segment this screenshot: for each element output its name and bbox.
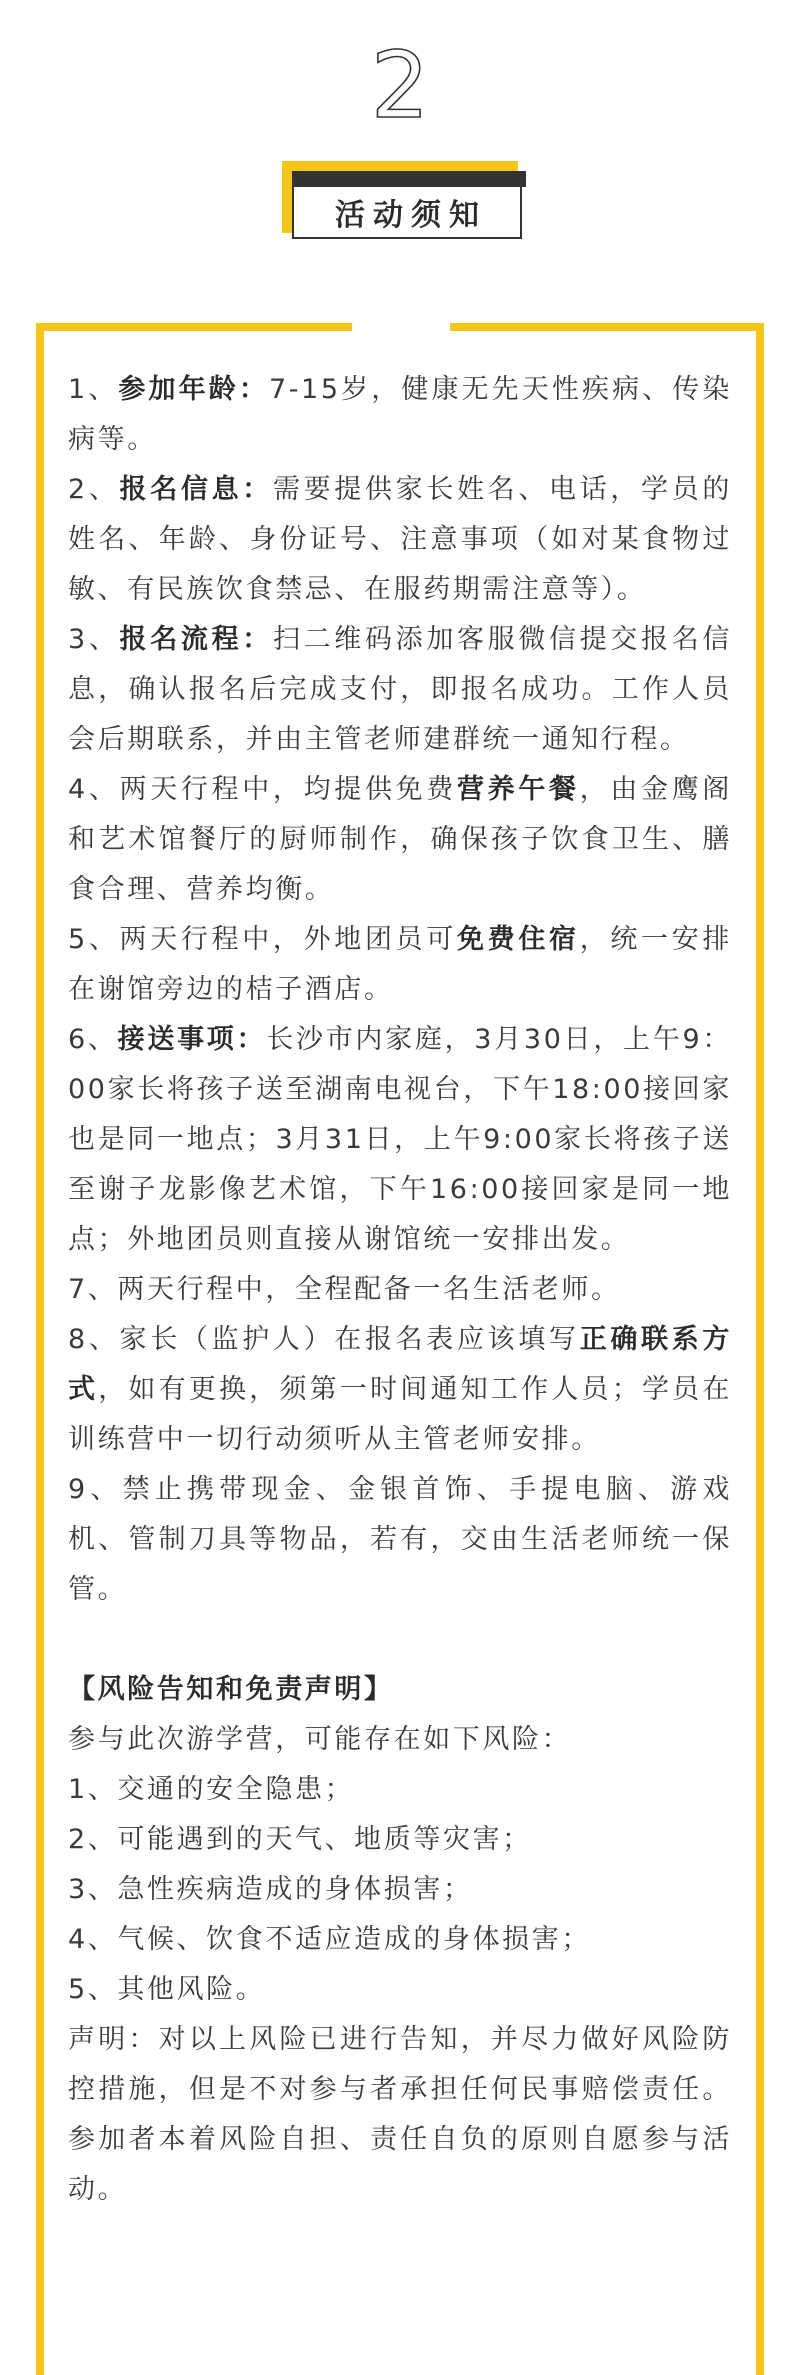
title-badge — [282, 161, 526, 241]
risk-statement: 声明：对以上风险已进行告知，并尽力做好风险防控措施，但是不对参与者承担任何民事赔偿责任。参加者本着风险自担、责任自负的原则自愿参与活动。 — [68, 2024, 732, 2205]
frame-right-border — [756, 323, 764, 2375]
notice-item-registration-process: 3、报名流程：扫二维码添加客服微信提交报名信息，确认报名后完成支付，即报名成功。工作人员会后期联系，并由主管老师建群统一通知行程。 — [68, 624, 733, 755]
notice-item-lunch: 4、两天行程中，均提供免费营养午餐，由金鹰阁和艺术馆餐厅的厨师制作，确保孩子饮食卫生、膳食合理、营养均衡。 — [68, 774, 733, 905]
notice-label: 接送事项： — [117, 1024, 267, 1055]
notice-highlight: 正确联系方式 — [68, 1324, 732, 1405]
notice-label: 参加年龄： — [118, 374, 269, 405]
notice-item-age: 1、参加年龄：7-15岁，健康无先天性疾病、传染病等。 — [68, 374, 732, 455]
spacer — [68, 1615, 732, 1665]
risk-intro: 参与此次游学营，可能存在如下风险： — [68, 1724, 572, 1755]
risk-item: 2、可能遇到的天气、地质等灾害； — [68, 1824, 532, 1855]
notice-label: 报名流程： — [119, 624, 273, 655]
notice-item-accommodation: 5、两天行程中，外地团员可免费住宿，统一安排在谢馆旁边的桔子酒店。 — [68, 924, 733, 1005]
notice-item-prohibited: 9、禁止携带现金、金银首饰、手提电脑、游戏机、管制刀具等物品，若有，交由生活老师统一保管。 — [68, 1474, 732, 1605]
notice-item-pickup: 6、接送事项：长沙市内家庭，3月30日，上午9：00家长将孩子送至湖南电视台，下午18:00接回家也是同一地点；3月31日，上午9:00家长将孩子送至谢子龙影像艺术馆，下午16:00接回家是同一地点；外地团员则直接从谢馆统一安排出发。 — [68, 1024, 732, 1255]
risk-item: 4、气候、饮食不适应造成的身体损害； — [68, 1924, 591, 1955]
notice-highlight: 免费住宿 — [456, 924, 580, 955]
risk-item: 5、其他风险。 — [68, 1974, 266, 2005]
page-title: 活动须知 — [335, 198, 487, 233]
notice-content — [68, 365, 732, 2215]
frame-top-left-border — [36, 323, 352, 331]
risk-heading: 【风险告知和免责声明】 — [68, 1674, 394, 1705]
title-box — [292, 185, 522, 239]
frame-left-border — [36, 323, 44, 2375]
notice-item-registration-info: 2、报名信息：需要提供家长姓名、电话，学员的姓名、年龄、身份证号、注意事项（如对某食物过敏、有民族饮食禁忌、在服药期需注意等）。 — [68, 474, 733, 605]
notice-item-contact: 8、家长（监护人）在报名表应该填写正确联系方式，如有更换，须第一时间通知工作人员；学员在训练营中一切行动须听从主管老师安排。 — [68, 1324, 732, 1455]
notice-item-teacher: 7、两天行程中，全程配备一名生活老师。 — [68, 1274, 621, 1305]
notice-highlight: 营养午餐 — [456, 774, 580, 805]
notice-label: 报名信息： — [119, 474, 273, 505]
risk-item: 3、急性疾病造成的身体损害； — [68, 1874, 473, 1905]
section-number: 2 — [370, 32, 430, 139]
risk-item: 1、交通的安全隐患； — [68, 1774, 355, 1805]
frame-top-right-border — [450, 323, 764, 331]
